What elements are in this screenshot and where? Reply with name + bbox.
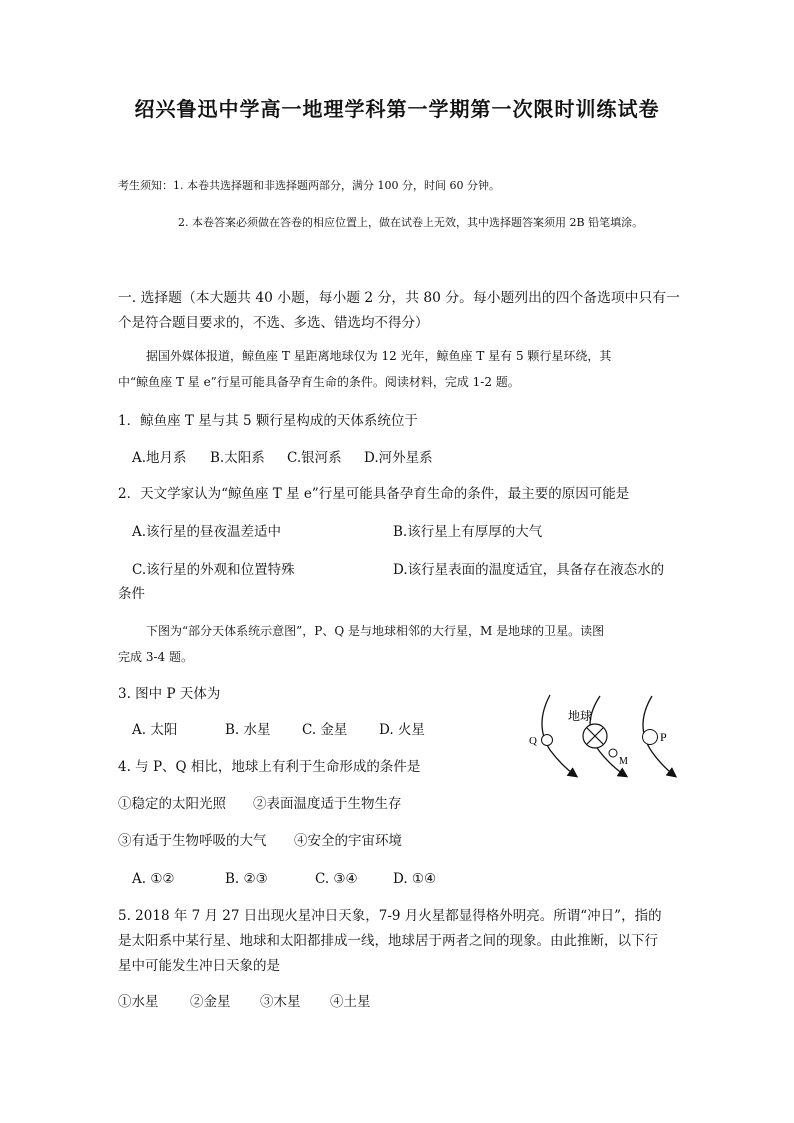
question-2-option-d-continued: 条件 <box>118 586 145 602</box>
question-5-option-4: ④土星 <box>330 994 371 1010</box>
question-5-option-1: ①水星 <box>118 994 159 1010</box>
moon-m <box>609 749 617 757</box>
planet-p <box>643 730 658 745</box>
question-1-option-a: A.地月系 <box>132 450 187 466</box>
question-5-line-2: 是太阳系中某行星、地球和太阳都排成一线，地球居于两者之间的现象。由此推断，以下行 <box>118 933 658 949</box>
earth-label: 地球 <box>568 709 593 723</box>
question-2-option-a: A.该行星的昼夜温差适中 <box>132 524 282 540</box>
moon-m-label: M <box>619 756 628 767</box>
question-1-option-c: C.银河系 <box>287 450 342 466</box>
question-4-option-b: B. ②③ <box>225 871 268 887</box>
question-4-statement-2: ②表面温度适于生物生存 <box>253 796 402 812</box>
question-1-option-d: D.河外星系 <box>364 450 433 466</box>
question-3-stem: 3. 图中 P 天体为 <box>118 686 221 702</box>
passage-2-line-1: 下图为“部分天体系统示意图”，P、Q 是与地球相邻的大行星，M 是地球的卫星。读图 <box>146 624 605 638</box>
question-1-stem: 1．鲸鱼座 T 星与其 5 颗行星构成的天体系统位于 <box>118 413 418 429</box>
page-title: 绍兴鲁迅中学高一地理学科第一学期第一次限时训练试卷 <box>134 97 660 121</box>
question-4-option-c: C. ③④ <box>315 871 358 887</box>
question-1-option-b: B.太阳系 <box>210 450 265 466</box>
notice-line-1 <box>118 178 500 194</box>
celestial-system-diagram <box>520 690 680 785</box>
question-2-option-d: D.该行星表面的温度适宜，具备存在液态水的 <box>393 562 665 578</box>
planet-q-label: Q <box>529 735 537 747</box>
planet-p-label: P <box>660 730 667 744</box>
question-2-option-c: C.该行星的外观和位置特殊 <box>132 562 295 578</box>
question-2-option-b: B.该行星上有厚厚的大气 <box>393 524 543 540</box>
question-4-stem: 4. 与 P、Q 相比，地球上有利于生命形成的条件是 <box>118 759 421 775</box>
question-5-line-1: 5. 2018 年 7 月 27 日出现火星冲日天象，7-9 月火星都显得格外明亮。所谓“冲日”，指的 <box>118 908 662 924</box>
question-5-option-3: ③木星 <box>260 994 301 1010</box>
question-4-statement-3: ③有适于生物呼吸的大气 <box>118 833 267 849</box>
section-heading-line-1: 一. 选择题（本大题共 40 小题，每小题 2 分，共 80 分。每小题列出的四个备选项中只有一 <box>118 290 680 306</box>
question-4-option-a: A. ①② <box>132 871 175 887</box>
passage-1 <box>118 343 678 395</box>
question-5-line-3: 星中可能发生冲日天象的是 <box>118 958 280 974</box>
question-2-stem: 2．天文学家认为“鲸鱼座 T 星 e”行星可能具备孕育生命的条件，最主要的原因可能是 <box>118 486 630 502</box>
question-4-option-d: D. ①④ <box>393 871 437 887</box>
notice-item-1: 1. 本卷共选择题和非选择题两部分，满分 100 分，时间 60 分钟。 <box>173 179 500 192</box>
passage-1-line-1: 据国外媒体报道，鲸鱼座 T 星距离地球仅为 12 光年，鲸鱼座 T 星有 5 颗行星环绕，其 <box>146 349 612 363</box>
question-3-option-d: D. 火星 <box>379 722 425 738</box>
question-5-option-2: ②金星 <box>190 994 231 1010</box>
notice-label: 考生须知： <box>118 179 173 192</box>
passage-2 <box>118 618 678 670</box>
question-3-option-b: B. 水星 <box>225 722 271 738</box>
notice-item-2: 2. 本卷答案必须做在答卷的相应位置上，做在试卷上无效，其中选择题答案须用 2B 铅笔填涂。 <box>178 216 644 229</box>
question-3-option-c: C. 金星 <box>302 722 348 738</box>
section-heading-line-2: 个是符合题目要求的，不选、多选、错选均不得分） <box>118 315 429 331</box>
question-4-statement-4: ④安全的宇宙环境 <box>294 833 402 849</box>
passage-2-line-2: 完成 3-4 题。 <box>118 650 193 664</box>
planet-q <box>542 735 553 746</box>
question-3-option-a: A. 太阳 <box>132 722 178 738</box>
question-4-statement-1: ①稳定的太阳光照 <box>118 796 226 812</box>
passage-1-line-2: 中“鲸鱼座 T 星 e”行星可能具备孕育生命的条件。阅读材料，完成 1-2 题。 <box>118 375 520 389</box>
